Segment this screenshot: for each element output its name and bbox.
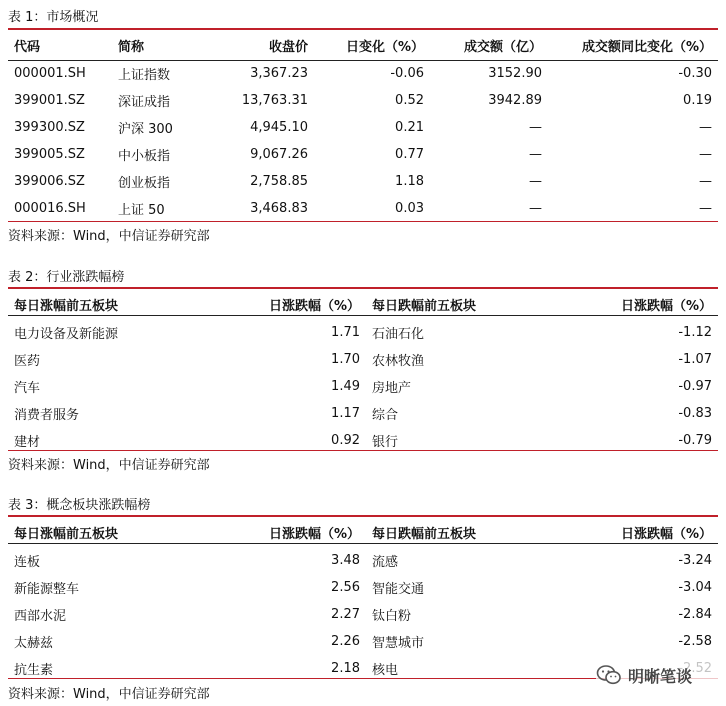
col-header-turnover-yoy: 成交额同比变化（%） — [581, 39, 712, 55]
col-header-top-gainers: 每日涨幅前五板块 — [14, 298, 119, 314]
table-row — [8, 346, 718, 373]
table-cell: 消费者服务 — [14, 408, 80, 423]
table-cell: -0.97 — [678, 379, 712, 394]
table-cell: 农林牧渔 — [372, 354, 425, 369]
table-cell: 9,067.26 — [250, 147, 308, 162]
table-cell: 399001.SZ — [14, 93, 85, 108]
table-cell: -1.12 — [678, 325, 712, 340]
table-cell: -0.83 — [678, 406, 712, 421]
table-cell: 0.21 — [395, 120, 424, 135]
table3-caption: 表 3：概念板块涨跌幅榜 — [8, 498, 151, 513]
table-cell: 沪深 300 — [118, 122, 173, 137]
table-cell: 2.18 — [331, 661, 360, 676]
watermark — [596, 660, 718, 690]
col-header-close: 收盘价 — [268, 39, 308, 55]
watermark-text: 明晰笔谈 — [628, 666, 693, 686]
table-cell: 深证成指 — [118, 95, 171, 110]
table-cell: 流感 — [372, 555, 399, 570]
table-cell: -3.24 — [678, 553, 712, 568]
table-cell: 3152.90 — [488, 66, 542, 81]
table-cell: 1.70 — [331, 352, 360, 367]
table-cell: 新能源整车 — [14, 582, 80, 597]
table-cell: 西部水泥 — [14, 609, 67, 624]
table-cell: — — [699, 174, 712, 189]
table-cell: 399005.SZ — [14, 147, 85, 162]
table-cell: 2.27 — [331, 607, 360, 622]
col-header-daily-change: 日变化（%） — [345, 39, 424, 55]
table-row — [8, 628, 718, 655]
table-cell: 中小板指 — [118, 149, 171, 164]
wechat-icon — [596, 662, 622, 688]
table-cell: 石油石化 — [372, 327, 425, 342]
table-cell: 连板 — [14, 555, 41, 570]
table-row — [8, 168, 718, 195]
table1-caption: 表 1：市场概况 — [8, 10, 99, 25]
table-cell: 3.48 — [331, 553, 360, 568]
table1-body — [8, 60, 718, 222]
table-cell: 0.03 — [395, 201, 424, 216]
col-header-code: 代码 — [14, 39, 41, 55]
table-cell: 上证指数 — [118, 68, 171, 83]
table-cell: -2.58 — [678, 634, 712, 649]
table-cell: -1.07 — [678, 352, 712, 367]
table-cell: 000001.SH — [14, 66, 86, 81]
table-cell: 核电 — [372, 663, 399, 678]
table-cell: 智能交通 — [372, 582, 425, 597]
col-header-turnover: 成交额（亿） — [463, 39, 542, 55]
table-cell: 3942.89 — [488, 93, 542, 108]
table-cell: — — [699, 201, 712, 216]
table2-header-rule — [8, 315, 718, 316]
table-cell: — — [699, 147, 712, 162]
table-cell: 太赫兹 — [14, 636, 54, 651]
table-row — [8, 601, 718, 628]
table-cell: 钛白粉 — [372, 609, 412, 624]
table-row — [8, 319, 718, 346]
table-cell: — — [529, 201, 542, 216]
industry-ranking-table — [8, 289, 718, 454]
table-row — [8, 400, 718, 427]
table-cell: 3,468.83 — [250, 201, 308, 216]
table2-caption: 表 2：行业涨跌幅榜 — [8, 270, 125, 285]
table-cell: 2,758.85 — [250, 174, 308, 189]
table-cell: — — [529, 120, 542, 135]
table-cell: -0.06 — [390, 66, 424, 81]
table-cell: 0.52 — [395, 93, 424, 108]
table-cell: 399006.SZ — [14, 174, 85, 189]
table3-source: 资料来源：Wind，中信证券研究部 — [8, 687, 210, 702]
col-header-top-losers: 每日跌幅前五板块 — [372, 526, 477, 542]
table-cell: 0.19 — [683, 93, 712, 108]
col-header-loss-pct: 日涨跌幅（%） — [620, 298, 712, 314]
table-cell: -2.84 — [678, 607, 712, 622]
table-cell: 1.71 — [331, 325, 360, 340]
col-header-gain-pct: 日涨跌幅（%） — [268, 298, 360, 314]
table-row — [8, 114, 718, 141]
col-header-name: 简称 — [118, 39, 145, 55]
table-cell: -0.79 — [678, 433, 712, 448]
table-cell: — — [529, 174, 542, 189]
table-cell: 000016.SH — [14, 201, 86, 216]
table-cell: — — [529, 147, 542, 162]
table3-header-rule — [8, 543, 718, 544]
table-header-row — [8, 30, 718, 60]
col-header-gain-pct: 日涨跌幅（%） — [268, 526, 360, 542]
table1-bottom-rule — [8, 221, 718, 222]
concept-ranking-table — [8, 517, 718, 682]
table-cell: 1.49 — [331, 379, 360, 394]
table-cell: 综合 — [372, 408, 399, 423]
table-cell: 0.77 — [395, 147, 424, 162]
table-row — [8, 141, 718, 168]
table-cell: 1.18 — [395, 174, 424, 189]
table2-source: 资料来源：Wind，中信证券研究部 — [8, 458, 210, 473]
table-cell: 银行 — [372, 435, 399, 450]
table-cell: 1.17 — [331, 406, 360, 421]
table-cell: 4,945.10 — [250, 120, 308, 135]
table-cell: 创业板指 — [118, 176, 171, 191]
table1-source: 资料来源：Wind，中信证券研究部 — [8, 229, 210, 244]
table-cell: 汽车 — [14, 381, 41, 396]
table-row — [8, 87, 718, 114]
table-cell: 建材 — [14, 435, 41, 450]
table-cell: 电力设备及新能源 — [14, 327, 119, 342]
col-header-top-losers: 每日跌幅前五板块 — [372, 298, 477, 314]
table-cell: 2.26 — [331, 634, 360, 649]
col-header-loss-pct: 日涨跌幅（%） — [620, 526, 712, 542]
table-row — [8, 373, 718, 400]
table1-header-rule — [8, 60, 718, 61]
table-row — [8, 547, 718, 574]
table-cell: 3,367.23 — [250, 66, 308, 81]
table-cell: -0.30 — [678, 66, 712, 81]
table-row — [8, 574, 718, 601]
table-cell: 13,763.31 — [241, 93, 308, 108]
table-cell: 399300.SZ — [14, 120, 85, 135]
table-cell: 房地产 — [372, 381, 412, 396]
table-cell: 智慧城市 — [372, 636, 425, 651]
table-cell: 0.92 — [331, 433, 360, 448]
table-cell: 上证 50 — [118, 203, 165, 218]
table-cell: 2.56 — [331, 580, 360, 595]
table2-bottom-rule — [8, 450, 718, 451]
table-row — [8, 195, 718, 222]
table-cell: 抗生素 — [14, 663, 54, 678]
table-cell: — — [699, 120, 712, 135]
table-cell: 医药 — [14, 354, 41, 369]
table2-body — [8, 319, 718, 454]
table-cell: -3.04 — [678, 580, 712, 595]
col-header-top-gainers: 每日涨幅前五板块 — [14, 526, 119, 542]
table-row — [8, 60, 718, 87]
market-overview-table — [8, 30, 718, 222]
